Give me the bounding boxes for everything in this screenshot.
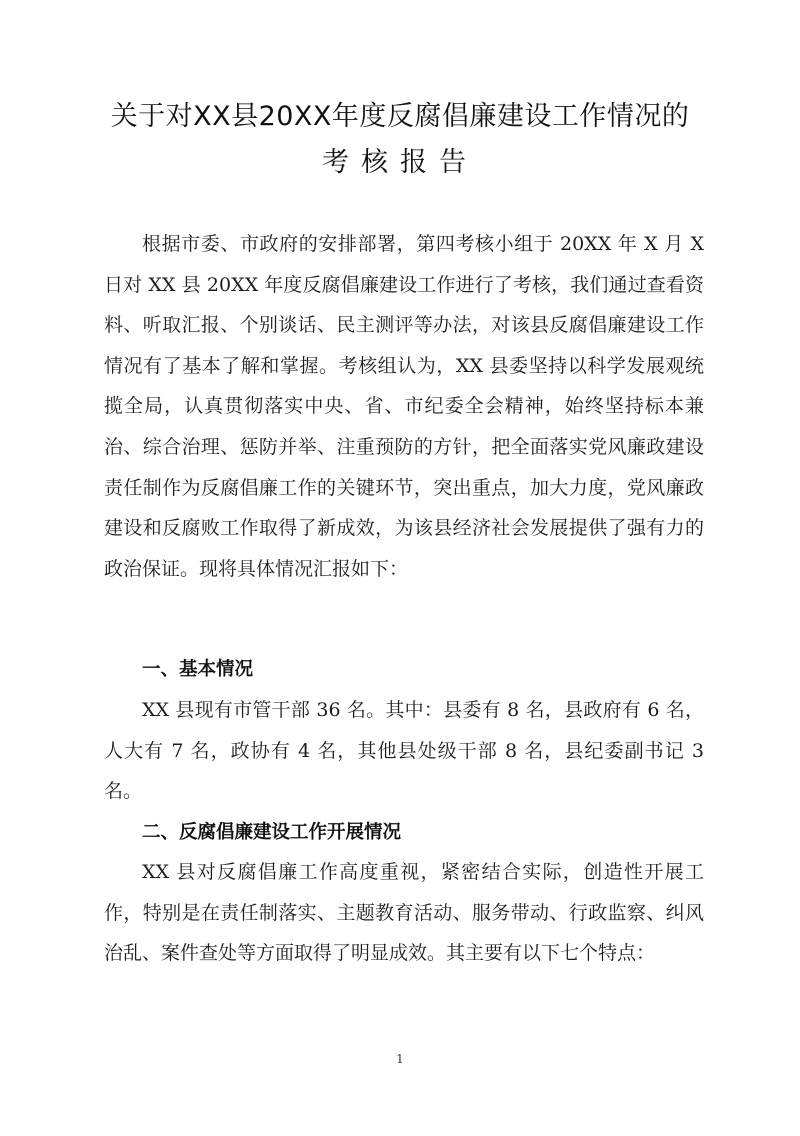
section1-heading: 一、基本情况 <box>142 659 254 680</box>
intro-paragraph: 根据市委、市政府的安排部署，第四考核小组于 20XX 年 X 月 X 日对 XX 县 20XX 年度反腐倡廉建设工作进行了考核，我们通过查看资料、听取汇报、个别谈话、民主测评等办法，对该县反腐倡廉建设工作情况有了基本了解和掌握。考核组认为，XX 县委坚持以科学发展观统揽全局，认真贯彻落实中央、省、市纪委全会精神，始终坚持标本兼治、综合治理、惩防并举、注重预防的方针，把全面落实党风廉政建设责任制作为反腐倡廉工作的关键环节，突出重点，加大力度，党风廉政建设和反腐败工作取得了新成效，为该县经济社会发展提供了强有力的政治保证。现将具体情况汇报如下： <box>104 233 704 580</box>
document-title-line1: 关于对XX县20XX年度反腐倡廉建设工作情况的 <box>110 101 690 132</box>
document-title-line2: 考核报告 <box>322 147 478 178</box>
page-number: 1 <box>396 1052 404 1066</box>
section2-paragraph: XX 县对反腐倡廉工作高度重视，紧密结合实际，创造性开展工作，特别是在责任制落实、主题教育活动、服务带动、行政监察、纠风治乱、案件查处等方面取得了明显成效。其主要有以下七个特点： <box>104 861 704 965</box>
section2-heading: 二、反腐倡廉建设工作开展情况 <box>142 822 402 843</box>
section1-paragraph: XX 县现有市管干部 36 名。其中：县委有 8 名，县政府有 6 名，人大有 7 名，政协有 4 名，其他县处级干部 8 名，县纪委副书记 3 名。 <box>104 699 704 803</box>
